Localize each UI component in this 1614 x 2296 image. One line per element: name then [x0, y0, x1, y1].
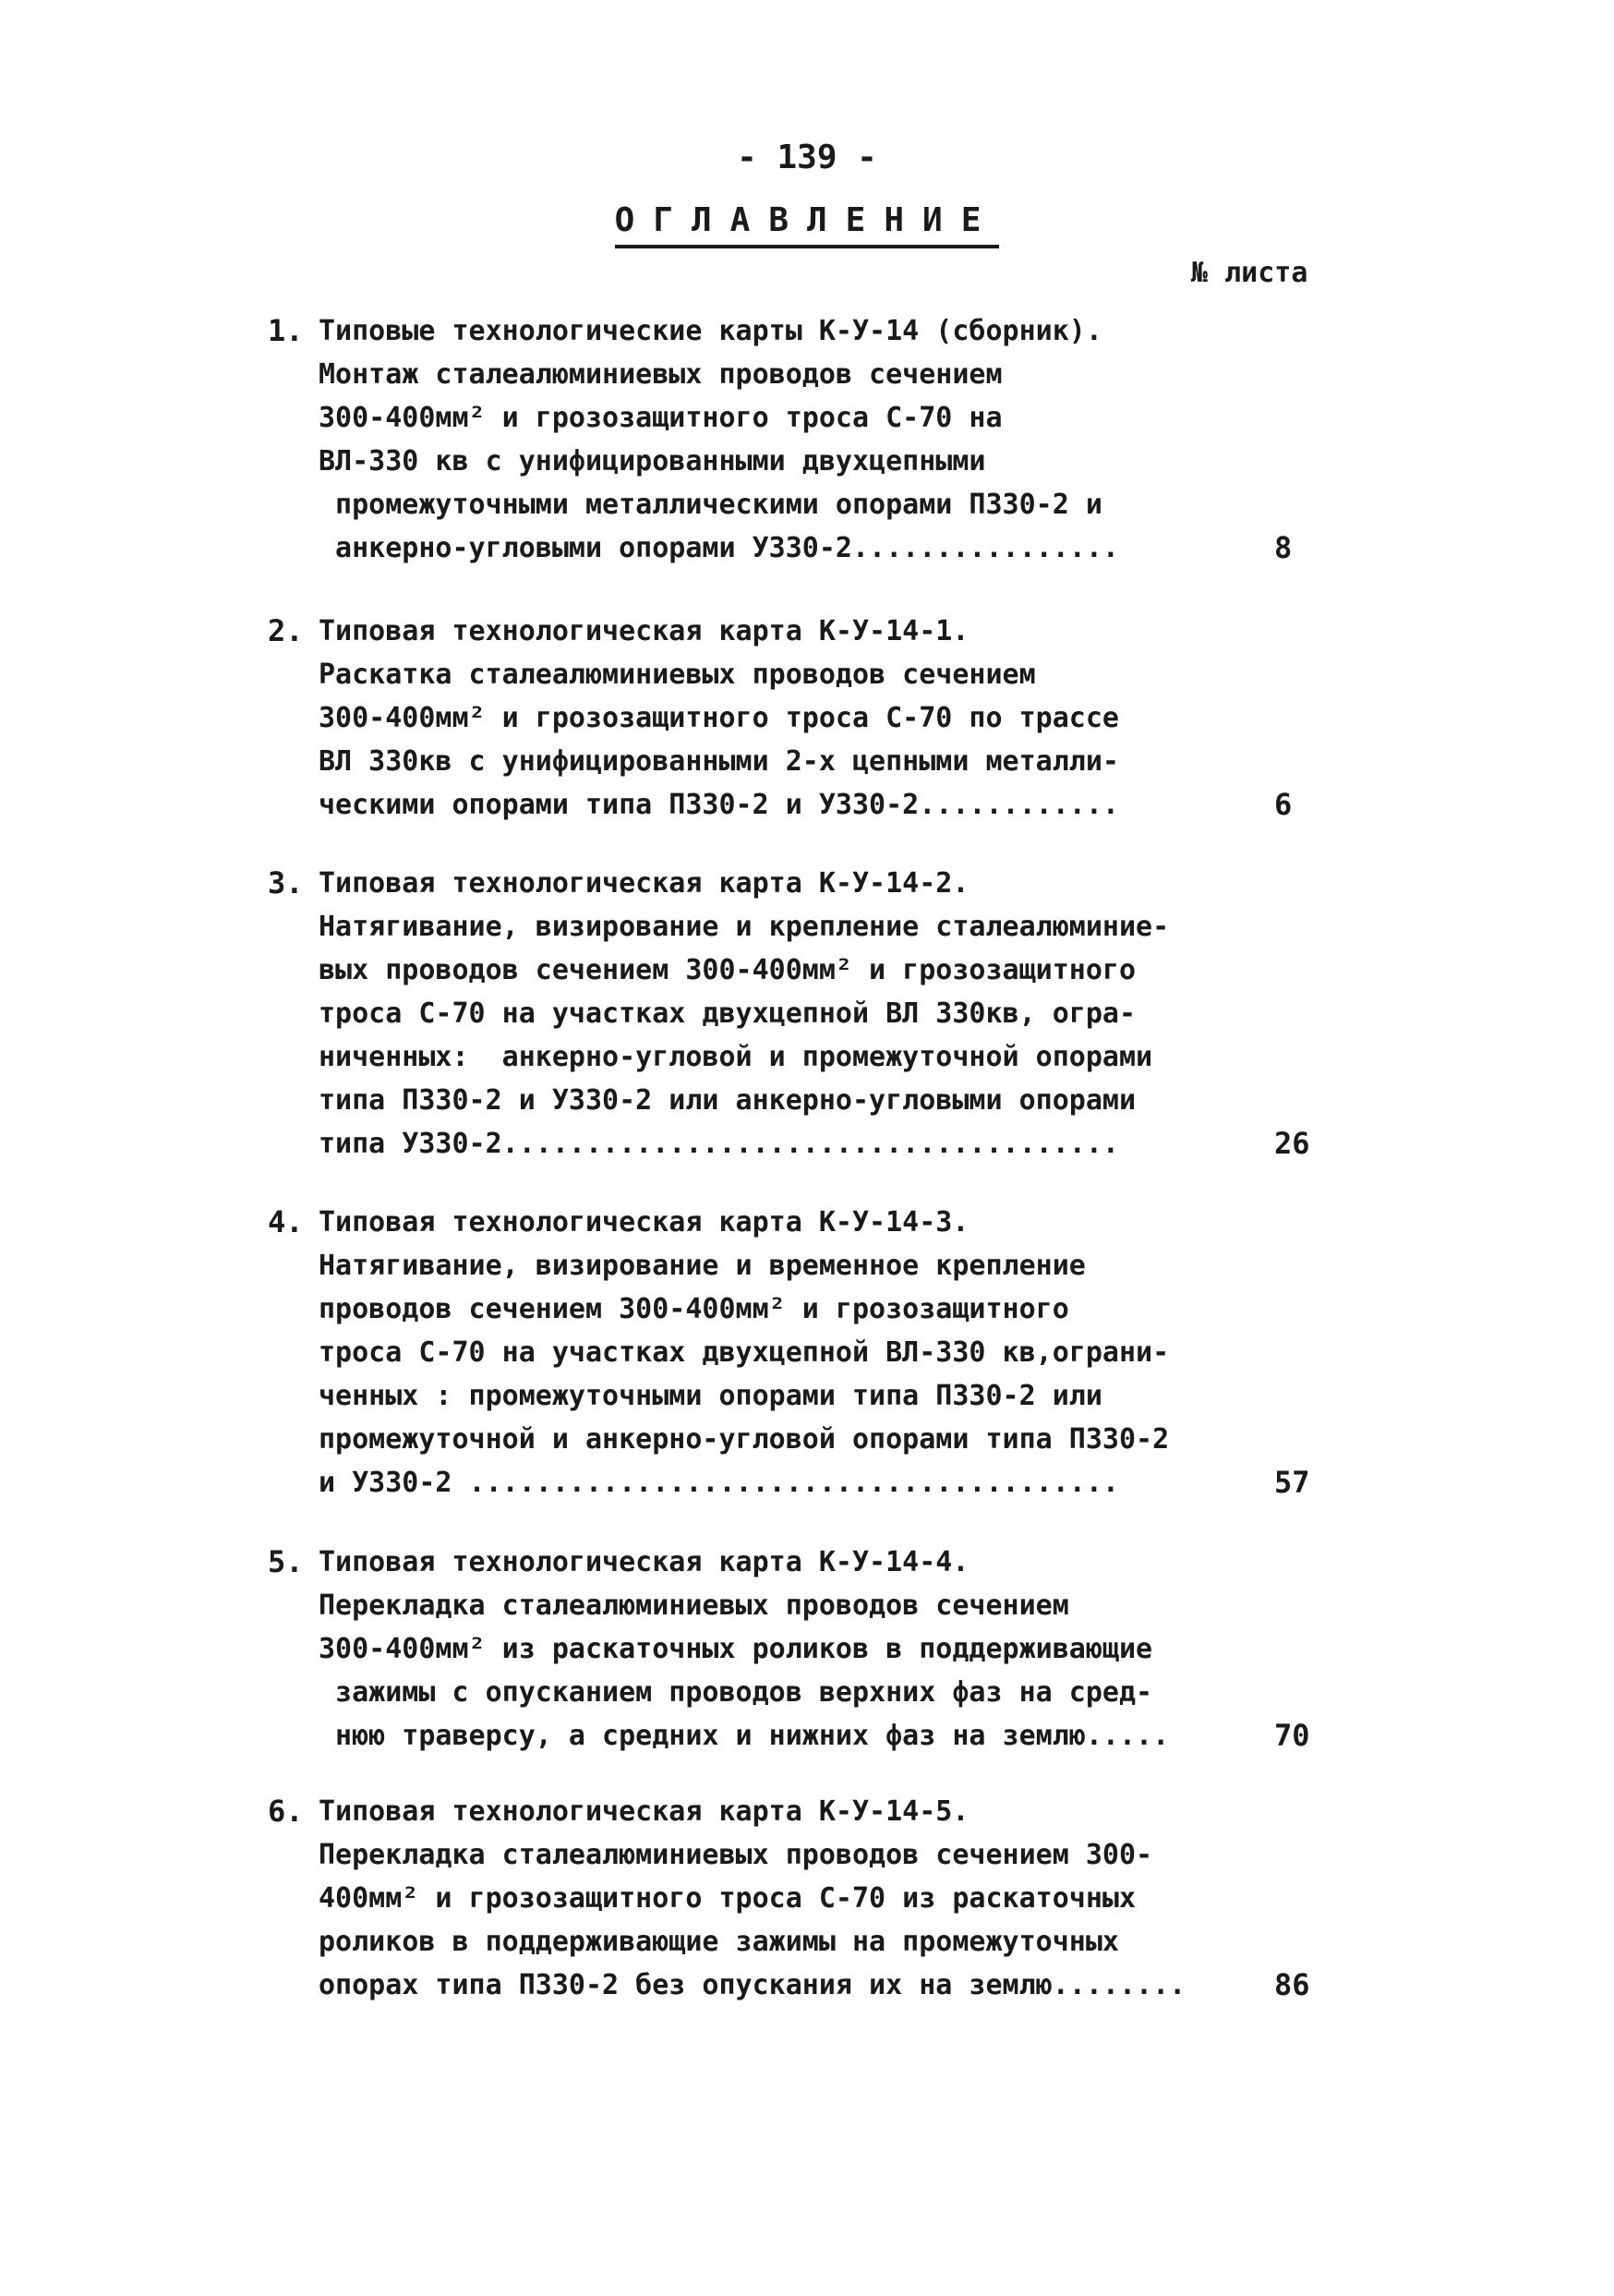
entry-line: Типовая технологическая карта К-У-14-3. — [319, 1206, 970, 1239]
entry-line: ВЛ 330кв с унифицированными 2-х цепными металли- — [319, 745, 1119, 778]
entry-page-number: 57 — [1274, 1465, 1310, 1500]
entry-text — [319, 309, 1307, 570]
entry-line: Перекладка сталеалюминиевых проводов сечением — [319, 1589, 1069, 1622]
entry-line: промежуточной и анкерно-угловой опорами типа П330-2 — [319, 1423, 1170, 1456]
entry-line: Типовая технологическая карта К-У-14-2. — [319, 867, 970, 900]
entry-line: Натягивание, визирование и крепление сталеалюминие- — [319, 911, 1170, 943]
entry-line: 300-400мм² и грозозащитного троса С-70 на — [319, 402, 1003, 434]
entry-line: роликов в поддерживающие зажимы на промежуточных — [319, 1926, 1119, 1958]
entry-page-number: 8 — [1274, 530, 1293, 565]
entry-number: 1. — [268, 313, 304, 348]
entry-line: ниченных: анкерно-угловой и промежуточной опорами — [319, 1041, 1153, 1073]
entry-line: типа У330-2..................................... — [319, 1128, 1119, 1160]
entry-number: 5. — [268, 1544, 304, 1579]
entry-line: опорах типа П330-2 без опускания их на землю........ — [319, 1969, 1186, 2001]
entry-line: вых проводов сечением 300-400мм² и грозозащитного — [319, 954, 1137, 986]
sheet-number-header: № листа — [1191, 257, 1308, 289]
entry-line: ВЛ-330 кв с унифицированными двухцепными — [319, 445, 986, 477]
entry-line: Типовая технологическая карта К-У-14-4. — [319, 1546, 970, 1578]
entry-number: 3. — [268, 865, 304, 900]
entry-line: Перекладка сталеалюминиевых проводов сечением 300- — [319, 1839, 1153, 1871]
entry-line: Типовые технологические карты К-У-14 (сборник). — [319, 315, 1102, 347]
title-text: ОГЛАВЛЕНИЕ — [615, 201, 1000, 248]
entry-line: ченных : промежуточными опорами типа П330-2 или — [319, 1380, 1102, 1412]
entry-text — [319, 862, 1307, 1166]
entry-line: троса С-70 на участках двухцепной ВЛ-330 кв,ограни- — [319, 1336, 1170, 1369]
entry-line: Монтаж сталеалюминиевых проводов сечением — [319, 358, 1003, 391]
entry-line: 300-400мм² и грозозащитного троса С-70 по трассе — [319, 702, 1119, 734]
entry-text — [319, 1541, 1307, 1758]
entry-number: 4. — [268, 1204, 304, 1239]
entry-line: анкерно-угловыми опорами У330-2................ — [319, 532, 1119, 564]
entry-line: проводов сечением 300-400мм² и грозозащитного — [319, 1293, 1069, 1325]
entry-line: 400мм² и грозозащитного троса С-70 из раскаточных — [319, 1882, 1137, 1915]
entry-number: 2. — [268, 613, 304, 648]
entry-line: Раскатка сталеалюминиевых проводов сечением — [319, 659, 1036, 691]
entry-line: промежуточными металлическими опорами П330-2 и — [319, 489, 1102, 521]
entry-number: 6. — [268, 1794, 304, 1829]
entry-line: Натягивание, визирование и временное крепление — [319, 1250, 1086, 1282]
entry-line: типа П330-2 и У330-2 или анкерно-угловыми опорами — [319, 1084, 1137, 1117]
entry-line: нюю траверсу, а средних и нижних фаз на землю..... — [319, 1720, 1170, 1752]
entry-text — [319, 1201, 1307, 1504]
page-title — [0, 201, 1614, 239]
entry-line: Типовая технологическая карта К-У-14-1. — [319, 615, 970, 647]
entry-line: 300-400мм² из раскаточных роликов в поддерживающие — [319, 1633, 1153, 1665]
entry-text — [319, 610, 1307, 827]
entry-page-number: 86 — [1274, 1967, 1310, 2002]
entry-line: Типовая технологическая карта К-У-14-5. — [319, 1795, 970, 1828]
entry-page-number: 6 — [1274, 787, 1293, 822]
entry-page-number: 70 — [1274, 1718, 1310, 1753]
page-number: - 139 - — [737, 139, 877, 176]
entry-page-number: 26 — [1274, 1126, 1310, 1161]
entry-line: зажимы с опусканием проводов верхних фаз на сред- — [319, 1676, 1153, 1709]
entry-line: троса С-70 на участках двухцепной ВЛ 330кв, огра- — [319, 997, 1137, 1030]
entry-line: ческими опорами типа П330-2 и У330-2............ — [319, 789, 1119, 821]
entry-text — [319, 1790, 1307, 2007]
entry-line: и У330-2 ....................................... — [319, 1467, 1119, 1499]
